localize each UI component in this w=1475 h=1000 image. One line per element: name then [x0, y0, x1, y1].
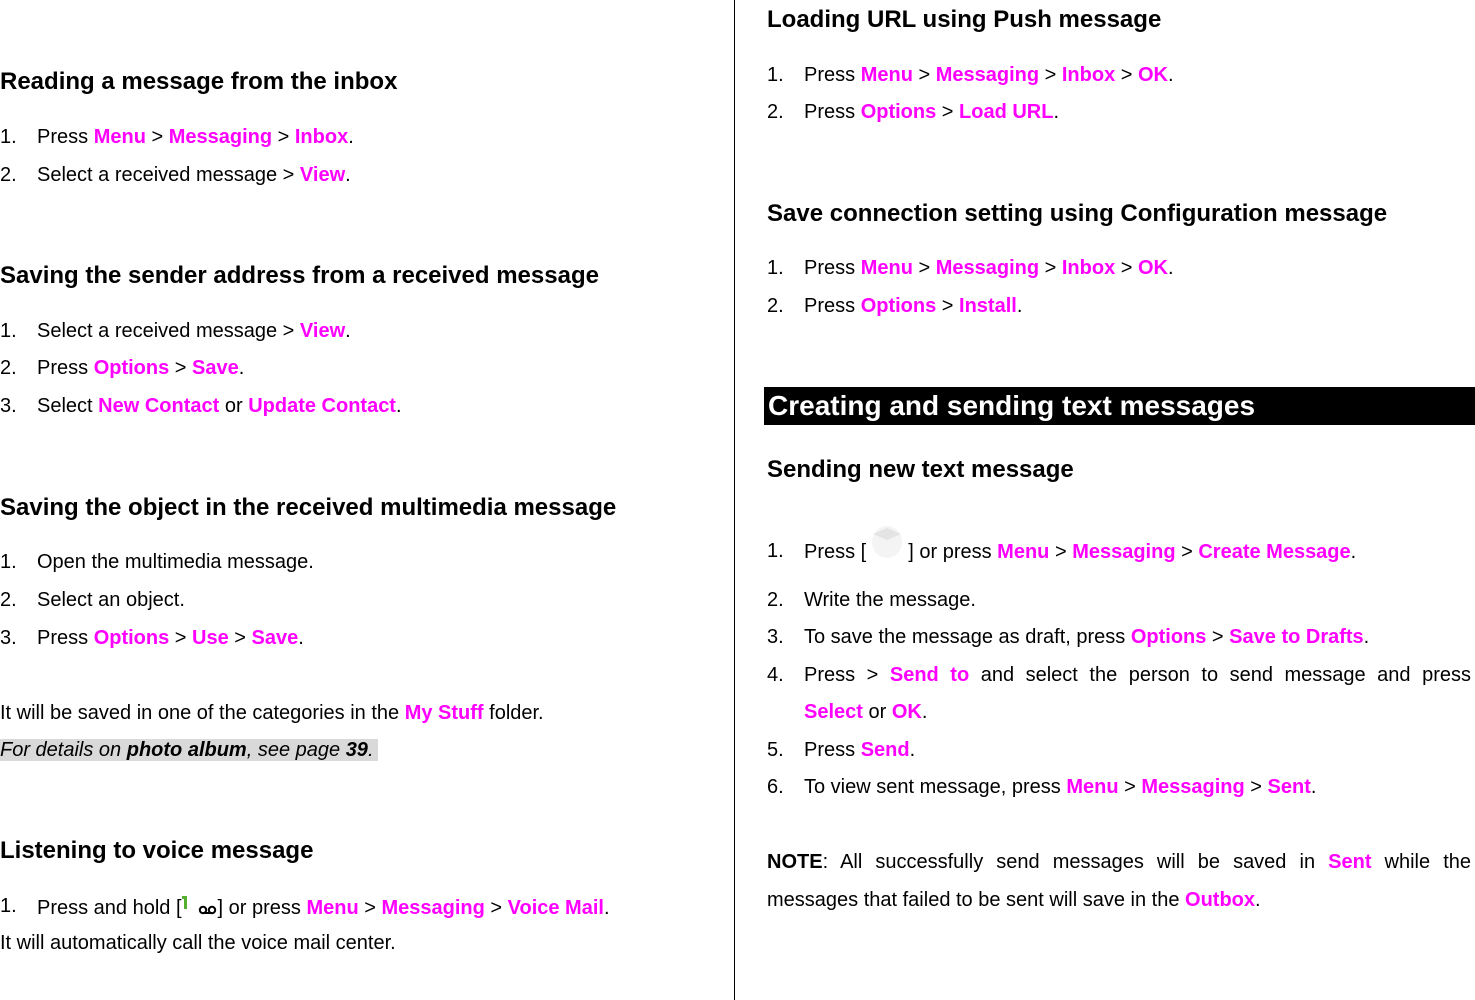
- step-text: Press Send.: [804, 739, 916, 761]
- keyword: Select: [804, 701, 863, 723]
- step-number: 1.: [767, 64, 784, 86]
- keyword: New Contact: [98, 395, 220, 417]
- paragraph: It will be saved in one of the categories in the My Stuff folder.: [0, 702, 544, 724]
- message-key-icon: [866, 540, 908, 566]
- keyword: Menu: [997, 541, 1050, 563]
- step-text: Press Menu > Messaging > Inbox.: [37, 126, 354, 148]
- keyword: Options: [1130, 626, 1207, 648]
- column-divider: [734, 0, 735, 1000]
- keyword: Outbox: [1185, 889, 1256, 911]
- keyword: Create Message: [1198, 541, 1351, 563]
- keyword: Messaging: [935, 257, 1040, 279]
- step-text: Press and hold [ ] or press Menu > Messaging > Voice Mail.: [37, 895, 610, 923]
- keyword: Save: [251, 627, 299, 649]
- keyword: Menu: [306, 897, 359, 919]
- keyword: Inbox: [1061, 257, 1116, 279]
- section-title-saving-sender: Saving the sender address from a received message: [0, 262, 599, 289]
- step-text: Press Options > Save.: [37, 357, 245, 379]
- keyword: My Stuff: [404, 702, 484, 724]
- note-paragraph-continued: messages that failed to be sent will save in the Outbox.: [767, 889, 1261, 911]
- step-text: Write the message.: [804, 589, 976, 611]
- step-number: 4.: [767, 664, 784, 686]
- keyword: Use: [192, 627, 229, 649]
- keyword: Messaging: [1072, 541, 1176, 563]
- step-number: 2.: [767, 295, 784, 317]
- keyword: View: [299, 164, 346, 186]
- paragraph: It will automatically call the voice mail center.: [0, 932, 396, 954]
- step-number: 2.: [0, 589, 17, 611]
- step-text: Open the multimedia message.: [37, 551, 314, 573]
- keyword: OK: [1138, 257, 1168, 279]
- section-title-sending: Sending new text message: [767, 456, 1074, 483]
- keyword: Sent: [1328, 851, 1372, 873]
- section-title-config: Save connection setting using Configuration message: [767, 200, 1388, 227]
- keyword: Load URL: [959, 101, 1054, 123]
- step-number: 2.: [767, 589, 784, 611]
- step-number: 1.: [0, 126, 17, 148]
- step-number: 1.: [0, 895, 17, 917]
- step-number: 1.: [767, 257, 784, 279]
- step-text: Press Menu > Messaging > Inbox > OK.: [804, 64, 1174, 86]
- step-text: Press Options > Install.: [804, 295, 1023, 317]
- step-number: 3.: [0, 395, 17, 417]
- keyword: Menu: [93, 126, 146, 148]
- step-number: 2.: [0, 164, 17, 186]
- section-title-saving-object: Saving the object in the received multimedia message: [0, 494, 617, 521]
- step-text: Press Menu > Messaging > Inbox > OK.: [804, 257, 1174, 279]
- keyword: Messaging: [168, 126, 273, 148]
- step-text: Select an object.: [37, 589, 185, 611]
- keyword: Menu: [860, 64, 913, 86]
- step-text: Press > Send to and select the person to send message and press: [804, 664, 1471, 686]
- step-number: 2.: [767, 101, 784, 123]
- keyword: Menu: [860, 257, 913, 279]
- keyword: Sent: [1267, 776, 1311, 798]
- keyword: Messaging: [935, 64, 1040, 86]
- step-text-continued: Select or OK.: [804, 701, 928, 723]
- keyword: View: [299, 320, 346, 342]
- step-text: To save the message as draft, press Options > Save to Drafts.: [804, 626, 1370, 648]
- banner-title: Creating and sending text messages: [768, 390, 1256, 421]
- keyword: Options: [93, 357, 170, 379]
- section-title-reading: Reading a message from the inbox: [0, 68, 398, 95]
- step-number: 1.: [0, 551, 17, 573]
- keyword: Options: [860, 295, 937, 317]
- step-text: Select a received message > View.: [37, 164, 351, 186]
- keyword: Update Contact: [248, 395, 396, 417]
- step-text: To view sent message, press Menu > Messaging > Sent.: [804, 776, 1317, 798]
- cross-reference: For details on photo album, see page 39.: [0, 739, 378, 762]
- step-text: Select a received message > View.: [37, 320, 351, 342]
- keyword: Voice Mail: [507, 897, 604, 919]
- step-number: 2.: [0, 357, 17, 379]
- step-number: 5.: [767, 739, 784, 761]
- step-number: 1.: [767, 540, 784, 562]
- section-title-voice: Listening to voice message: [0, 837, 314, 864]
- keyword: Install: [959, 295, 1017, 317]
- keyword: Inbox: [294, 126, 349, 148]
- step-text: Press [ ] or press Menu > Messaging > Create Message.: [804, 540, 1356, 566]
- step-text: Select New Contact or Update Contact.: [37, 395, 402, 417]
- step-number: 6.: [767, 776, 784, 798]
- keyword: Menu: [1066, 776, 1119, 798]
- step-number: 1.: [0, 320, 17, 342]
- keyword: Inbox: [1061, 64, 1116, 86]
- step-number: 3.: [767, 626, 784, 648]
- step-number: 3.: [0, 627, 17, 649]
- keyword: Options: [93, 627, 170, 649]
- keyword: Messaging: [381, 897, 485, 919]
- step-text: Press Options > Load URL.: [804, 101, 1060, 123]
- keyword: Send to: [889, 664, 970, 686]
- keyword: Save to Drafts: [1229, 626, 1364, 648]
- keyword: Messaging: [1141, 776, 1245, 798]
- voicemail-key-icon: [182, 895, 218, 923]
- keyword: OK: [891, 701, 922, 723]
- keyword: Send: [860, 739, 910, 761]
- section-banner: [764, 387, 1475, 425]
- keyword: Save: [192, 357, 239, 379]
- keyword: Options: [860, 101, 937, 123]
- keyword: OK: [1138, 64, 1168, 86]
- section-title-loading-url: Loading URL using Push message: [767, 6, 1162, 33]
- note-paragraph: NOTE: All successfully send messages will be saved in Sent while the: [767, 851, 1471, 873]
- step-text: Press Options > Use > Save.: [37, 627, 304, 649]
